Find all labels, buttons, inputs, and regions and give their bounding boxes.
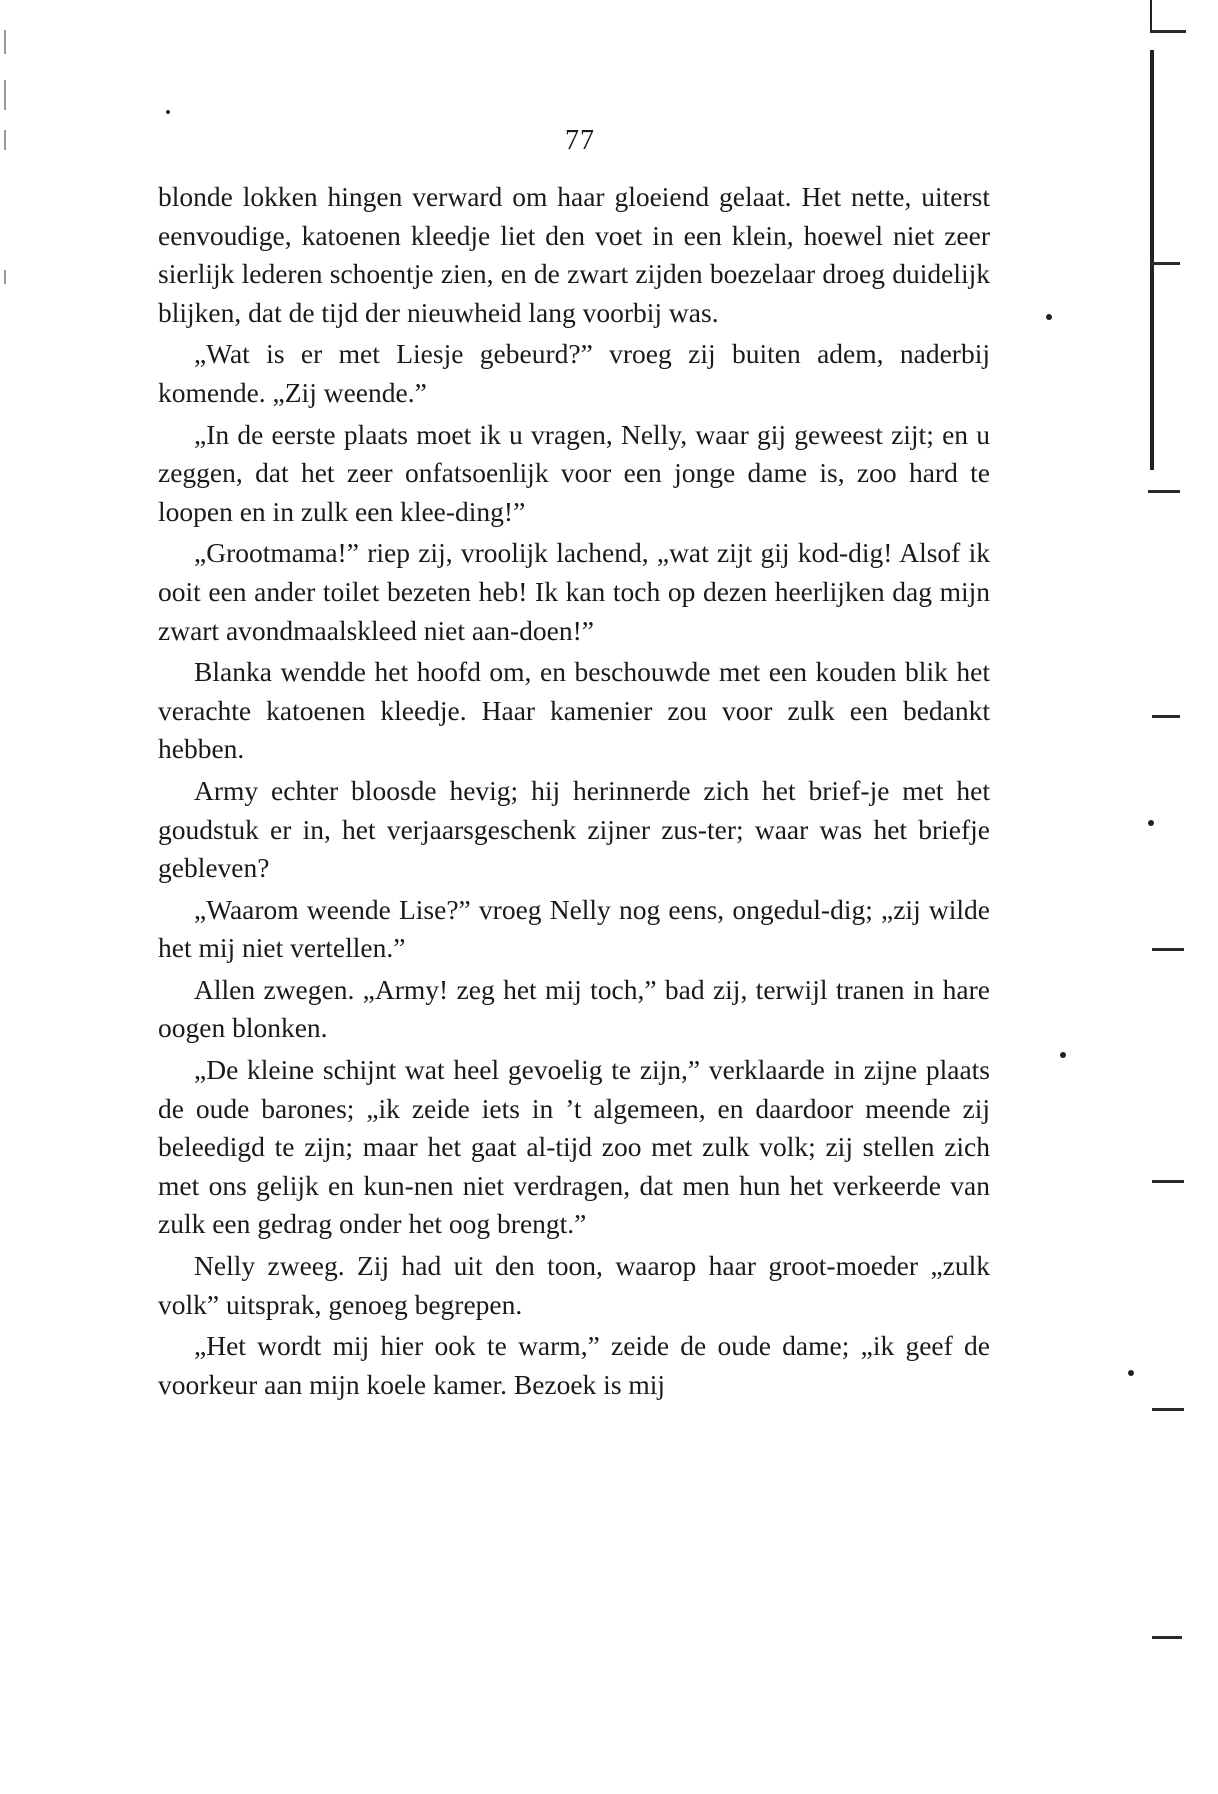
scan-edge-mark	[1150, 30, 1186, 33]
scan-edge-mark	[1152, 1408, 1184, 1411]
scan-edge-speck	[4, 130, 6, 150]
paragraph: „Wat is er met Liesje gebeurd?” vroeg zij buiten adem, naderbij komende. „Zij weende.”	[158, 338, 990, 408]
ink-speck	[1046, 314, 1052, 320]
page-number: 77	[565, 125, 595, 156]
scan-edge-line	[1150, 0, 1152, 30]
scan-edge-mark	[1152, 948, 1184, 951]
ink-speck	[166, 110, 170, 114]
scan-edge-mark	[1152, 1636, 1182, 1639]
paragraph: Army echter bloosde hevig; hij herinnerde zich het brief-je met het goudstuk er in, het verjaarsgeschenk zijner zus-ter; waar was het briefje gebleven?	[158, 774, 990, 884]
paragraph: Blanka wendde het hoofd om, en beschouwde met een kouden blik het verachte katoenen kleedje. Haar kamenier zou voor zulk een bedankt hebben.	[158, 656, 990, 765]
scan-edge-mark	[1150, 262, 1180, 265]
scan-edge-speck	[4, 30, 6, 54]
scan-edge-mark	[1152, 715, 1180, 718]
paragraph: „Waarom weende Lise?” vroeg Nelly nog eens, ongedul-dig; „zij wilde het mij niet vertellen.”	[158, 893, 990, 964]
paragraph: „Grootmama!” riep zij, vroolijk lachend, „wat zijt gij kod-dig! Alsof ik ooit een ander toilet bezeten heb! Ik kan toch op dezen heerlijken dag mijn zwart avondmaalskleed niet aan-doen!”	[158, 537, 990, 646]
scan-edge-line	[1150, 50, 1154, 470]
paragraph: „In de eerste plaats moet ik u vragen, Nelly, waar gij geweest zijt; en u zeggen, dat het zeer onfatsoenlijk voor een jonge dame is, zoo hard te loopen en in zulk een klee-ding!”	[158, 418, 990, 527]
ink-speck	[1148, 820, 1154, 826]
body-text	[158, 178, 990, 1407]
scan-edge-mark	[1148, 490, 1180, 493]
paragraph: Allen zwegen. „Army! zeg het mij toch,” bad zij, terwijl tranen in hare oogen blonken.	[158, 973, 990, 1044]
paragraph: „Het wordt mij hier ook te warm,” zeide de oude dame; „ik geef de voorkeur aan mijn koele kamer. Bezoek is mij	[158, 1330, 990, 1400]
paragraph: „De kleine schijnt wat heel gevoelig te zijn,” verklaarde in zijne plaats de oude barones; „ik zeide iets in ’t algemeen, en daardoor meende zij beleedigd te zijn; maar het gaat al-tijd zoo met zulk volk; zij stellen zich met ons gelijk en kun-nen niet verdragen, dat men hun het verkeerde van zulk een gedrag onder het oog brengt.”	[158, 1054, 990, 1240]
scan-edge-speck	[4, 80, 6, 110]
ink-speck	[1060, 1052, 1066, 1058]
scan-edge-speck	[4, 270, 6, 284]
paragraph: blonde lokken hingen verward om haar gloeiend gelaat. Het nette, uiterst eenvoudige, katoenen kleedje liet den voet in een klein, hoewel niet zeer sierlijk lederen schoentje zien, en de zwart zijden boezelaar droeg duidelijk blijken, dat de tijd der nieuwheid lang voorbij was.	[158, 181, 990, 328]
scan-edge-mark	[1152, 1180, 1184, 1183]
ink-speck	[1128, 1370, 1134, 1376]
paragraph: Nelly zweeg. Zij had uit den toon, waarop haar groot-moeder „zulk volk” uitsprak, genoeg begrepen.	[158, 1250, 990, 1320]
